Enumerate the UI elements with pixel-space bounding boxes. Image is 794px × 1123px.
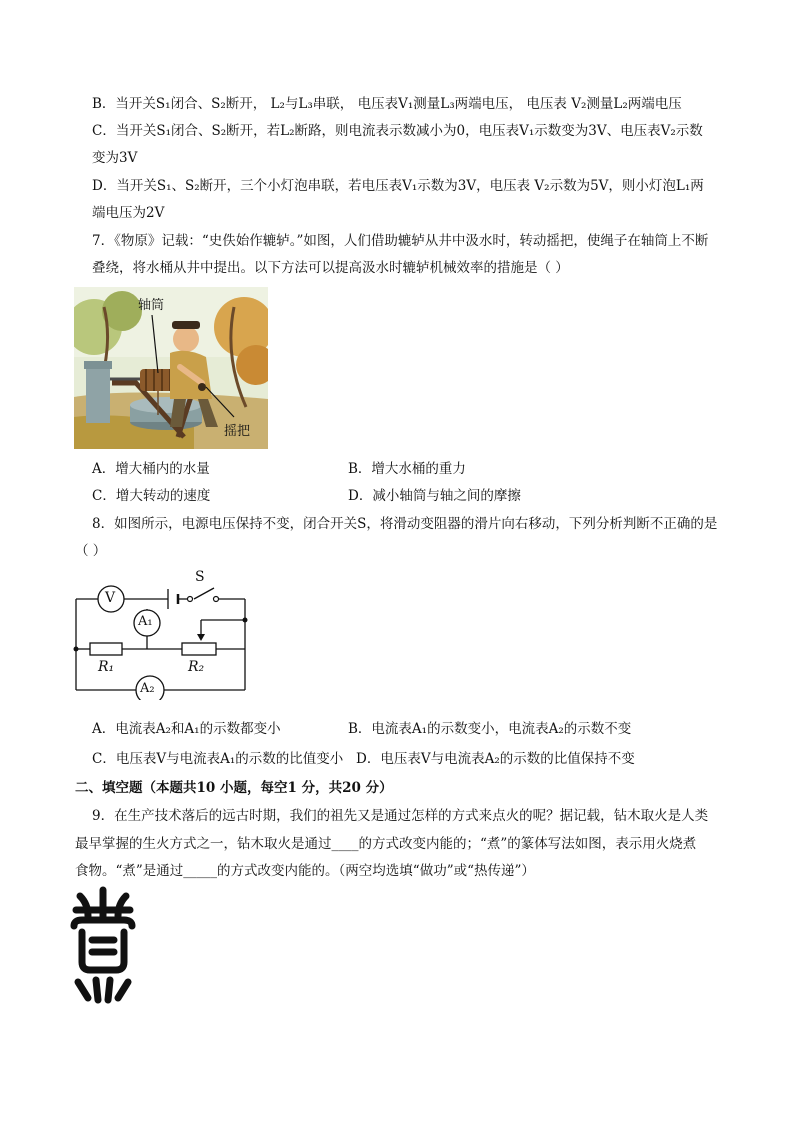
q8-option-a: A．电流表A₂和A₁的示数都变小 [92,721,281,737]
q8-option-b: B．电流表A₁的示数变小，电流表A₂的示数不变 [348,721,632,737]
q6-option-d-line1: D．当开关S₁、S₂断开，三个小灯泡串联，若电压表V₁示数为3V，电压表 V₂示数为5V，则小灯泡L₁两 [92,178,704,194]
ammeter-a2-label: A₂ [140,681,155,696]
q7-option-d: D．减小轴筒与轴之间的摩擦 [348,488,521,504]
q6-option-c-line2: 变为3V [92,150,138,166]
q8-option-c: C．电压表V与电流表A₁的示数的比值变小 [92,751,344,767]
seal-script-character-image [68,886,138,1006]
circuit-diagram [70,570,252,700]
q6-option-d-line2: 端电压为2V [92,205,165,221]
resistor-r1-label: R₁ [98,659,115,675]
windlass-illustration [74,287,268,449]
switch-label: S [195,569,205,585]
resistor-r2-label: R₂ [188,659,205,675]
q7-stem-line2: 叠绕，将水桶从井中提出。以下方法可以提高汲水时辘轳机械效率的措施是（ ） [92,260,569,276]
ammeter-a1-label: A₁ [138,614,153,629]
q9-line3: 食物。“煮”是通过_____的方式改变内能的。（两空均选填“做功”或“热传递”） [75,863,535,879]
q9-line1: 9．在生产技术落后的远古时期，我们的祖先又是通过怎样的方式来点火的呢？据记载，钻木取火是人类 [92,808,709,824]
q6-option-b: B．当开关S₁闭合、S₂断开， L₂与L₃串联， 电压表V₁测量L₃两端电压， 电压表 V₂测量L₂两端电压 [92,96,682,112]
section-heading: 二、填空题（本题共10 小题，每空1 分，共20 分） [75,780,393,796]
axle-drum-label: 轴筒 [138,298,165,313]
q8-option-d: D．电压表V与电流表A₂的示数的比值保持不变 [356,751,635,767]
q8-stem-line2: （ ） [75,543,107,559]
q7-option-a: A．增大桶内的水量 [92,461,210,477]
q7-option-b: B．增大水桶的重力 [348,461,466,477]
voltmeter-label: V [105,590,116,606]
q6-option-c-line1: C．当开关S₁闭合、S₂断开，若L₂断路，则电流表示数减小为0，电压表V₁示数变为3V、电压表V₂示数 [92,123,703,139]
q8-stem-line1: 8．如图所示，电源电压保持不变，闭合开关S，将滑动变阻器的滑片向右移动，下列分析判断不正确的是 [92,516,718,532]
q7-option-c: C．增大转动的速度 [92,488,211,504]
crank-handle-label: 摇把 [224,424,251,439]
q7-stem-line1: 7．《物原》记载：“史佚始作辘轳。”如图，人们借助辘轳从井中汲水时，转动摇把，使绳子在轴筒上不断 [92,233,709,249]
q9-line2: 最早掌握的生火方式之一，钻木取火是通过____的方式改变内能的；“煮”的篆体写法如图，表示用火烧煮 [75,836,697,852]
